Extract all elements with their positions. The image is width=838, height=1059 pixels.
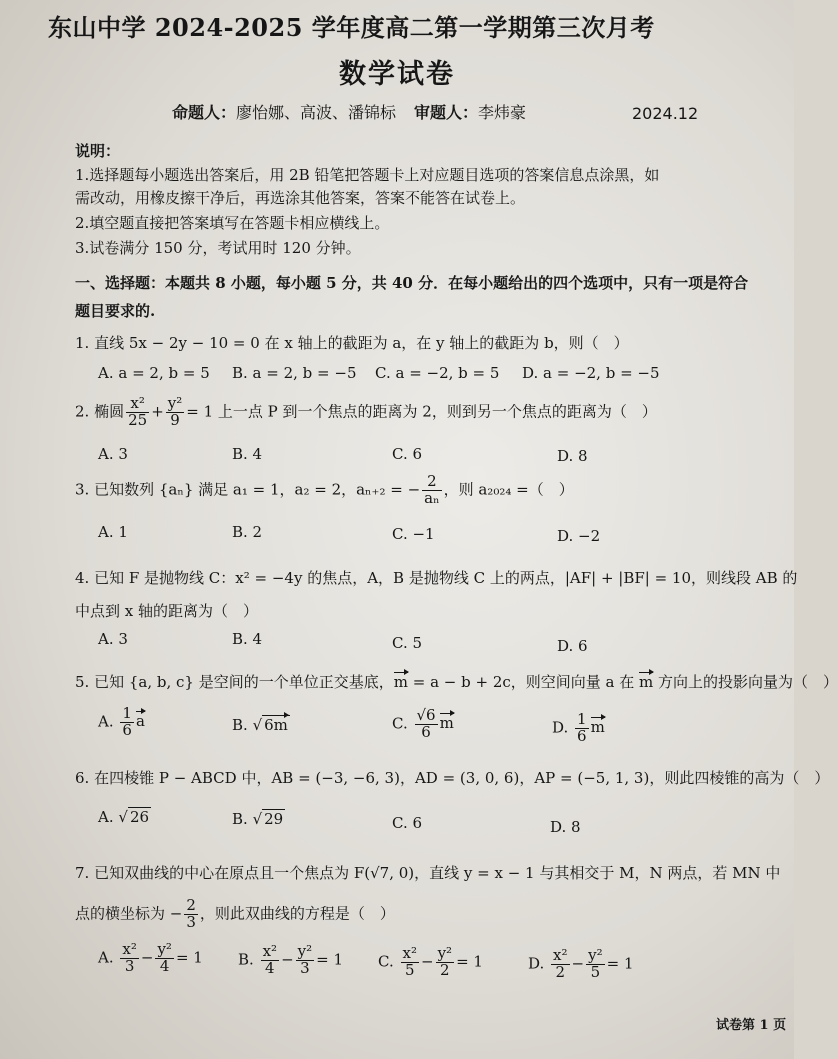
note-3: 3.试卷满分 150 分，考试用时 120 分钟。 bbox=[75, 239, 361, 257]
exam-subject: 数学试卷 bbox=[339, 59, 455, 90]
question-4-line-2: 中点到 x 轴的距离为（ ） bbox=[75, 602, 258, 620]
question-4-line-1: 4. 已知 F 是抛物线 C：x² = −4y 的焦点，A，B 是抛物线 C 上的两点，|AF| + |BF| = 10，则线段 AB 的 bbox=[75, 569, 798, 587]
q3-option-a: A. 1 bbox=[98, 523, 128, 541]
author-line bbox=[172, 100, 526, 123]
exam-title: 东山中学 2024-2025 学年度高二第一学期第三次月考 bbox=[48, 13, 655, 42]
q2-option-a: A. 3 bbox=[98, 445, 128, 463]
q2-option-d: D. 8 bbox=[557, 447, 588, 465]
q4-option-a: A. 3 bbox=[98, 630, 128, 648]
section-heading-1: 一、选择题：本题共 8 小题，每小题 5 分，共 40 分．在每小题给出的四个选项中，只有一项是符合 bbox=[75, 274, 749, 292]
reviewer-label: 审题人： bbox=[414, 103, 479, 122]
q7-option-b: B. $\frac{\text{x²}}{4}$ − $\frac{\text{y²}}{3}$ = 1 bbox=[238, 942, 344, 977]
question-2: 2. 椭圆 $\frac{\text{x²}}{25}$ + $\frac{\text{y²}}{9}$ = 1 上一点 P 到一个焦点的距离为 2，则到另一个焦点的距离为（ ） bbox=[75, 394, 657, 429]
question-6: 6. 在四棱锥 P − ABCD 中，AB = (−3, −6, 3)，AD = (3, 0, 6)，AP = (−5, 1, 3)，则此四棱锥的高为（ ） bbox=[75, 769, 830, 787]
q4-option-d: D. 6 bbox=[557, 637, 588, 655]
question-7-line-2: 点的横坐标为 − $\frac{2}{3}$ ，则此双曲线的方程是（ ） bbox=[75, 896, 395, 931]
q2-option-c: C. 6 bbox=[392, 445, 423, 463]
page-number: 试卷第 1 页 bbox=[716, 1018, 787, 1033]
q7-option-a: A. $\frac{\text{x²}}{3}$ − $\frac{\text{y²}}{4}$ = 1 bbox=[98, 940, 203, 975]
q2-option-b: B. 4 bbox=[232, 445, 263, 463]
question-1: 1. 直线 5x − 2y − 10 = 0 在 x 轴上的截距为 a，在 y 轴上的截距为 b，则（ ） bbox=[75, 334, 629, 352]
q4-option-c: C. 5 bbox=[392, 634, 423, 652]
fraction: $\frac{\text{y²}}{9}$ bbox=[167, 394, 183, 429]
note-1a: 1.选择题每小题选出答案后，用 2B 铅笔把答题卡上对应题目选项的答案信息点涂黑，如 bbox=[75, 166, 660, 184]
q1-option-d: D. a = −2, b = −5 bbox=[522, 364, 660, 382]
q7-option-d: D. $\frac{\text{x²}}{2}$ − $\frac{\text{y²}}{5}$ = 1 bbox=[528, 946, 634, 981]
setter-label: 命题人： bbox=[172, 103, 237, 122]
q5-option-a: A. $\frac{1}{6}$ a bbox=[98, 704, 145, 739]
fraction: $\frac{\text{x²}}{25}$ bbox=[128, 394, 148, 429]
q1-option-b: B. a = 2, b = −5 bbox=[232, 364, 357, 382]
q3-option-d: D. −2 bbox=[557, 527, 601, 545]
fraction: $\frac{2}{\text{aₙ}}$ bbox=[424, 472, 440, 507]
q6-option-b: B. √ 29 bbox=[232, 810, 284, 828]
note-2: 2.填空题直接把答案填写在答题卡相应横线上。 bbox=[75, 214, 390, 232]
exam-date: 2024.12 bbox=[632, 104, 699, 123]
q6-option-d: D. 8 bbox=[550, 818, 581, 836]
q5-option-d: D. $\frac{1}{6}$ m bbox=[552, 710, 605, 745]
q5-option-c: C. $\frac{√6}{6}$ m bbox=[392, 706, 454, 741]
q6-option-a: A. √ 26 bbox=[98, 808, 150, 826]
setters: 廖怡娜、高波、潘锦标 bbox=[236, 103, 397, 122]
section-heading-2: 题目要求的. bbox=[75, 302, 156, 320]
q3-option-b: B. 2 bbox=[232, 523, 263, 541]
note-1b: 需改动，用橡皮擦干净后，再选涂其他答案，答案不能答在试卷上。 bbox=[75, 189, 526, 207]
question-5: 5. 已知 {a, b, c} 是空间的一个单位正交基底，m = a − b + 2c，则空间向量 a 在 m 方向上的投影向量为（ ） bbox=[75, 673, 838, 691]
q1-option-a: A. a = 2, b = 5 bbox=[98, 364, 210, 382]
q7-option-c: C. $\frac{\text{x²}}{5}$ − $\frac{\text{y²}}{2}$ = 1 bbox=[378, 944, 483, 979]
q1-option-c: C. a = −2, b = 5 bbox=[375, 364, 500, 382]
notes-heading: 说明： bbox=[75, 142, 121, 160]
reviewer: 李炜豪 bbox=[478, 103, 527, 122]
q3-option-c: C. −1 bbox=[392, 525, 435, 543]
q6-option-c: C. 6 bbox=[392, 814, 423, 832]
q4-option-b: B. 4 bbox=[232, 630, 263, 648]
question-7-line-1: 7. 已知双曲线的中心在原点且一个焦点为 F(√7, 0)，直线 y = x − 1 与其相交于 M，N 两点，若 MN 中 bbox=[75, 864, 781, 882]
question-3: 3. 已知数列 {aₙ} 满足 a₁ = 1，a₂ = 2，aₙ₊₂ = − $\frac{2}{\text{aₙ}}$ ，则 a₂₀₂₄ =（ ） bbox=[75, 472, 574, 507]
q5-option-b: B. √ 6m bbox=[232, 716, 288, 734]
